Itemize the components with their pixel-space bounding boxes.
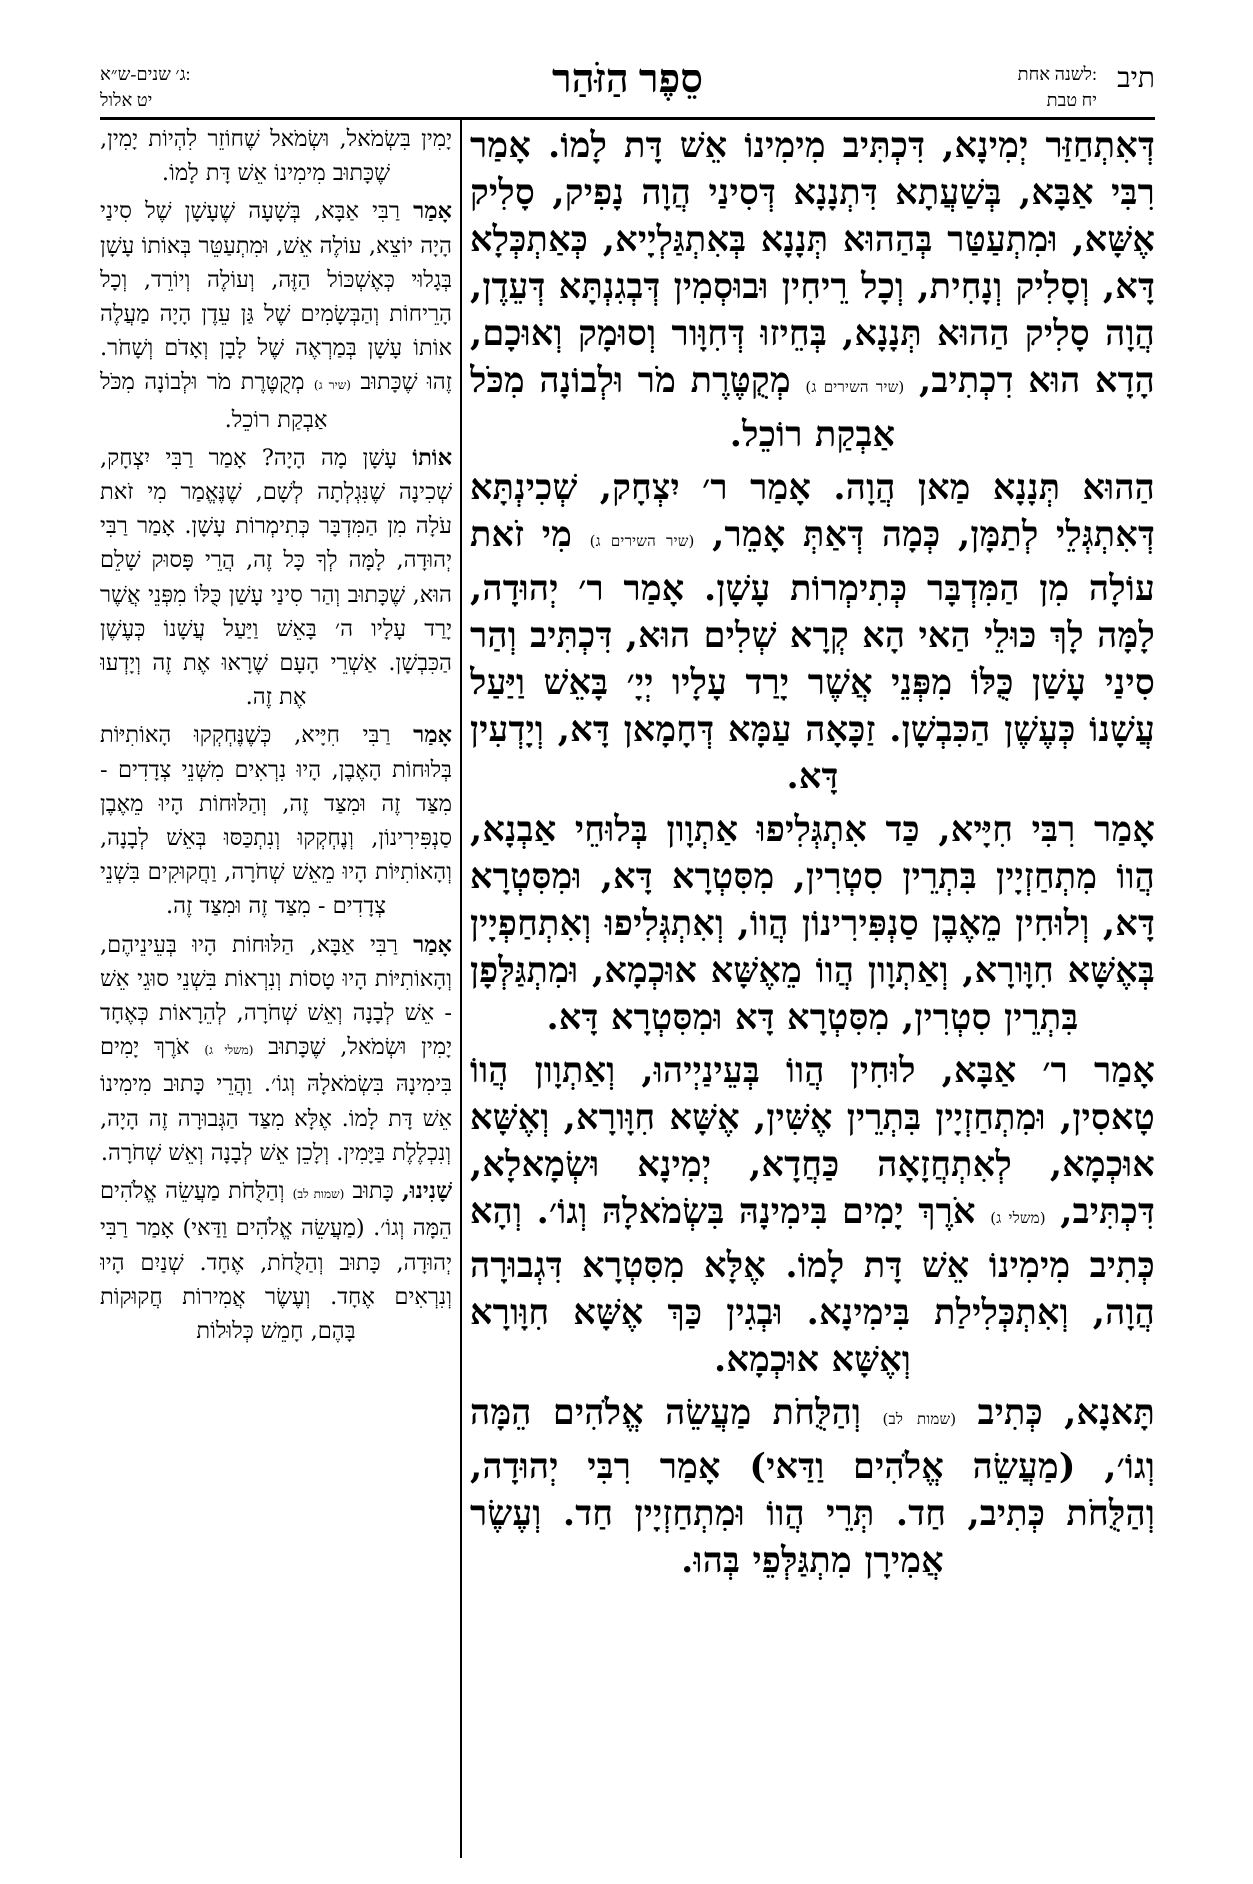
main-paragraph bbox=[470, 1047, 1155, 1383]
main-paragraph bbox=[470, 122, 1155, 458]
verse-reference: (משלי ג) bbox=[204, 1043, 254, 1058]
verse-reference: (שמות לב) bbox=[882, 1410, 957, 1428]
schedule-three-years-date: יט אלול bbox=[100, 90, 153, 110]
main-paragraph bbox=[470, 1389, 1155, 1584]
side-text: רַבִּי חִיָּיא, כְּשֶׁנֶּחְקְקוּ הָאוֹתִיּוֹת בְּלוּחוֹת הָאֶבֶן, הָיוּ נִרְאִים מִשְּׁנֵי צְדָדִים - מִצַּד זֶה וּמִצַּד זֶה, וְהַלּוּחוֹת הָיוּ מֵאֶבֶן סַנְפִּירִינוֹן, וְנֶחְקְקוּ וְנִתְכַּסּוּ בְּאֵשׁ לְבָנָה, וְהָאוֹתִיּוֹת הָיוּ מֵאֵשׁ שְׁחֹרָה, וַחֲקוּקִים בִּשְׁנֵי צְדָדִים - מִצַּד זֶה וּמִצַּד זֶה. bbox=[100, 722, 452, 920]
side-text: אֹרֶךְ יָמִים בִּימִינָהּ בִּשְׂמֹאלָהּ וְגוֹ׳. וַהֲרֵי כָּתוּב מִימִינוֹ אֵשׁ דָּת לָמוֹ. אֶלָּא מִצַּד הַגְּבוּרָה זֶה הָיָה, וְנִכְלֶלֶת בַּיָּמִין. וְלָכֵן אֵשׁ לְבָנָה וְאֵשׁ שְׁחֹרָה. bbox=[100, 1034, 452, 1166]
main-text: דְּאִתְחַזַּר יְמִינָא, דִּכְתִּיב מִימִינוֹ אֵשׁ דָּת לָמוֹ. אָמַר רִבִּי אַבָּא, בְּשַׁעֲתָא דִּתְנָנָא דְּסִינַי הֲוָה נָפִיק, סָלִיק אֶשָּׁא, וּמִתְעַטַּר בְּהַהוּא תְּנָנָא בְּאִתְגַּלְיָיא, כְּאַתְכְּלָא דָּא, וְסָלִיק וְנָחִית, וְכָל רֵיחִין וּבוּסְמִין דְּבְגִנְתָּא דְּעֵדֶן, הֲוָה סָלִיק הַהוּא תְּנָנָא, בְּחֵיזוּ דְּחִוָּור וְסוּמָק וְאוּכָם, הָדָא הוּא דִכְתִיב, bbox=[470, 125, 1155, 401]
main-text: מִי זֹאת עוֹלָה מִן הַמִּדְבָּר כְּתִימְרוֹת עָשָׁן. אָמַר ר׳ יְהוּדָה, לָמָּה לָךְ כּוּלֵי הַאי הָא קְרָא שְׁלִים הוּא, דִּכְתִּיב וְהַר סִינַי עָשַׁן כֻּלּוֹ מִפְּנֵי אֲשֶׁר יָרַד עָלָיו יְיָ׳ בָּאֵשׁ וַיַּעַל עֲשָׁנוֹ כְּעֶשֶׁן הַכִּבְשָׁן. זַכָּאָה עַמָּא דְּחָמָאן דָּא, וְיָדְעִין דָּא. bbox=[470, 514, 1155, 797]
paragraph-lead-word: שָׁנִינוּ, bbox=[401, 1178, 452, 1205]
verse-reference: (שיר השירים ג) bbox=[589, 532, 695, 550]
main-text: אָמַר ר׳ אַבָּא, לוּחִין הֲווֹ בְּעֵינַיְיהוּ, וְאַתְוָון הֲווֹ טָאסִין, וּמִתְחַזְיָין בִּתְרֵין אֶשִּׁין, אֶשָּׁא חִוָּורָא, וְאֶשָּׁא אוּכְמָא, לְאִתְחֲזָאָה כַּחֲדָא, יְמִינָא וּשְׂמָאלָא, דִּכְתִּיב, bbox=[470, 1050, 1155, 1232]
side-text: רַבִּי אַבָּא, בְּשָׁעָה שֶׁעָשָׁן שֶׁל סִינַי הָיָה יוֹצֵא, עוֹלֶה אֵשׁ, וּמִתְעַטֵּר בְּאוֹתוֹ עָשָׁן בְּגָלוּי כְּאֶשְׁכּוֹל הַזֶּה, וְעוֹלֶה וְיוֹרֵד, וְכָל הָרֵיחוֹת וְהַבְּשָׂמִים שֶׁל גַּן עֵדֶן הָיָה מַעֲלֶה אוֹתוֹ עָשָׁן בְּמַרְאֶה שֶׁל לָבָן וְאָדֹם וְשָׁחֹר. זֶהוּ שֶׁכָּתוּב bbox=[100, 198, 452, 396]
side-text: מְקֻטֶּרֶת מֹר וּלְבוֹנָה מִכֹּל אַבְקַת רוֹכֵל. bbox=[100, 369, 328, 433]
side-text: יָמִין בִּשְׂמֹאל, וּשְׂמֹאל שֶׁחוֹזֵר לִהְיוֹת יָמִין, שֶׁכָּתוּב מִימִינוֹ אֵשׁ דָּת לָמוֹ. bbox=[100, 126, 452, 187]
side-paragraph bbox=[100, 441, 452, 715]
verse-reference: (שיר ג) bbox=[313, 378, 351, 393]
main-text: אֹרֶךְ יָמִים בִּימִינָהּ בִּשְׂמֹאלָהּ וְגוֹ׳. וְהָא כְּתִיב מִימִינוֹ אֵשׁ דָּת לָמוֹ. אֶלָּא מִסִּטְרָא דִּגְבוּרָה הֲוָה, וְאִתְכְּלִילַת בִּימִינָא. וּבְגִין כַּךְ אֶשָּׁא חִוָּורָא וְאֶשָּׁא אוּכְמָא. bbox=[470, 1191, 1155, 1380]
verse-reference: (שיר השירים ג) bbox=[805, 378, 905, 396]
side-paragraph bbox=[100, 1174, 452, 1348]
schedule-one-year-label: לשנה אחת: bbox=[1017, 64, 1097, 84]
column-divider bbox=[460, 118, 462, 1858]
side-paragraph bbox=[100, 194, 452, 436]
schedule-one-year-date: יח טבת bbox=[1046, 90, 1097, 110]
page-number: תיב bbox=[1117, 63, 1155, 94]
page-header bbox=[100, 55, 1155, 117]
side-paragraph bbox=[100, 718, 452, 923]
paragraph-lead-word: אָמַר bbox=[413, 722, 452, 749]
side-paragraph bbox=[100, 928, 452, 1170]
aramaic-main-column bbox=[470, 122, 1155, 1862]
header-divider bbox=[100, 117, 1155, 120]
main-text: וְהַלֻּחֹת מַעֲשֵׂה אֱלֹהִים הֵמָּה וְגוֹ׳, (מַעֲשֵׂה אֱלֹהִים וַדַּאי) אָמַר רִבִּי יְהוּדָה, וְהַלֻּחֹת כְּתִיב, חַד. תְּרֵי הֲווֹ וּמִתְחַזְיָין חַד. וְעֶשֶׂר אֲמִירָן מִתְגַּלְּפֵי בְּהוּ. bbox=[470, 1392, 1155, 1581]
main-text: מְקֻטֶּרֶת מֹר וּלְבוֹנָה מִכֹּל אַבְקַת רוֹכֵל. bbox=[470, 360, 896, 455]
book-title: סֵפֶר הַזֹּהַר bbox=[552, 56, 703, 101]
paragraph-lead-word: אָמַר bbox=[413, 931, 452, 958]
schedule-three-years bbox=[100, 61, 191, 113]
side-text: עָשָׁן מָה הָיָה? אָמַר רַבִּי יִצְחָק, שְׁכִינָה שֶׁנִּגְלְתָה לְשָׁם, שֶׁנֶּאֱמַר מִי זֹאת עֹלָה מִן הַמִּדְבָּר כְּתִימְרוֹת עָשָׁן. אָמַר רַבִּי יְהוּדָה, לָמָּה לְךָ כָּל זֶה, הֲרֵי פָּסוּק שָׁלֵם הוּא, שֶׁכָּתוּב וְהַר סִינַי עָשַׁן כֻּלּוֹ מִפְּנֵי אֲשֶׁר יָרַד עָלָיו ה׳ בָּאֵשׁ וַיַּעַל עֲשָׁנוֹ כְּעֶשֶׁן הַכִּבְשָׁן. אַשְׁרֵי הָעָם שֶׁרָאוּ אֶת זֶה וְיָדְעוּ אֶת זֶה. bbox=[100, 444, 452, 711]
main-text: אָמַר רִבִּי חִיָּיא, כַּד אִתְגְּלִיפוּ אַתְוָון בְּלוּחֵי אַבְנָא, הֲווֹ מִתְחַזְיָין בִּתְרֵין סִטְרִין, מִסִּטְרָא דָּא, וּמִסִּטְרָא דָּא, וְלוּחִין מֵאֶבֶן סַנְפִּירִינוֹן הֲווֹ, וְאִתְגְּלִיפוּ וְאִתְחַפְיָין בְּאֶשָּׁא חִוָּורָא, וְאַתְוָון הֲווֹ מֵאֶשָּׁא אוּכְמָא, וּמִתְגַּלְּפָן בִּתְרֵין סִטְרִין, מִסִּטְרָא דָּא וּמִסִּטְרָא דָּא. bbox=[470, 809, 1155, 1038]
main-paragraph bbox=[470, 806, 1155, 1041]
verse-reference: (משלי ג) bbox=[990, 1209, 1046, 1227]
hebrew-translation-column bbox=[100, 122, 452, 1862]
schedule-three-years-label: ג׳ שנים-ש״א: bbox=[100, 64, 191, 84]
side-paragraph bbox=[100, 122, 452, 190]
paragraph-lead-word: אוֹתוֹ bbox=[412, 444, 452, 471]
side-text: וְהַלֻּחֹת מַעֲשֵׂה אֱלֹהִים הֵמָּה וְגוֹ׳. (מַעֲשֵׂה אֱלֹהִים וַדַּאי) אָמַר רַבִּי יְהוּדָה, כָּתוּב וְהַלֻּחֹת, אֶחָד. שְׁנַיִם הָיוּ וְנִרְאִים אֶחָד. וְעֶשֶׂר אֲמִירוֹת חֲקוּקוֹת בָּהֶם, חָמֵשׁ כְּלוּלוֹת bbox=[100, 1178, 452, 1344]
main-paragraph bbox=[470, 464, 1155, 800]
paragraph-lead-word: אָמַר bbox=[413, 198, 452, 225]
main-text: תָּאנָא, כְּתִיב bbox=[977, 1392, 1155, 1433]
main-text: הַהוּא תְּנָנָא מַאן הֲוָה. אָמַר ר׳ יִצְחָק, שְׁכִינְתָּא דְּאִתְגְּלֵי לְתַמָּן, כְּמָה דְּאַתְּ אָמֵר, bbox=[470, 467, 1155, 555]
side-text: כָּתוּב bbox=[352, 1178, 394, 1205]
verse-reference: (שמות לב) bbox=[292, 1187, 345, 1202]
side-text: רַבִּי אַבָּא, הַלּוּחוֹת הָיוּ בְּעֵינֵיהֶם, וְהָאוֹתִיּוֹת הָיוּ טָסוֹת וְנִרְאוֹת בִּשְׁנֵי סוּגֵי אֵשׁ - אֵשׁ לְבָנָה וְאֵשׁ שְׁחֹרָה, לְהֵרָאוֹת כְּאֶחָד יָמִין וּשְׂמֹאל, שֶׁכָּתוּב bbox=[100, 931, 452, 1061]
